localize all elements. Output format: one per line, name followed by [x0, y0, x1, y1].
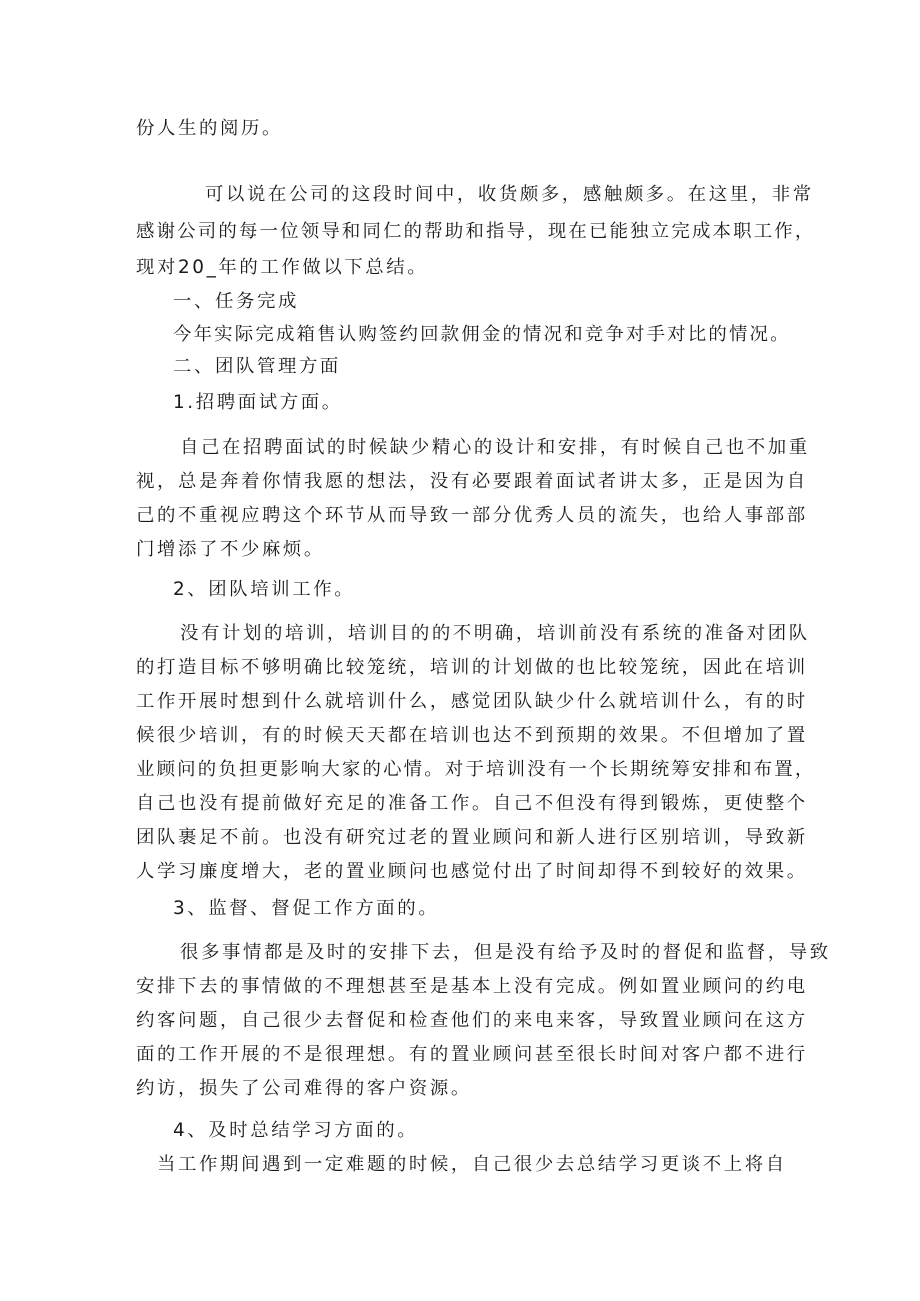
paragraph-line: 候很少培训，有的时候天天都在培训也达不到预期的效果。不但增加了置 [136, 725, 808, 746]
subsection-heading: 1.招聘面试方面。 [173, 392, 343, 413]
section-heading: 一、任务完成 [173, 291, 299, 312]
paragraph-line: 业顾问的负担更影响大家的心情。对于培训没有一个长期统筹安排和布置， [136, 759, 816, 780]
paragraph-line: 的打造目标不够明确比较笼统，培训的计划做的也比较笼统，因此在培训 [136, 657, 808, 678]
paragraph-line: 当工作期间遇到一定难题的时候，自己很少去总结学习更谈不上将自 [157, 1154, 787, 1175]
paragraph-line: 很多事情都是及时的安排下去，但是没有给予及时的督促和监督，导致 [180, 942, 831, 963]
paragraph-line: 约客问题，自己很少去督促和检查他们的来电来客，导致置业顾问在这方 [136, 1010, 808, 1031]
paragraph-line: 现对20_年的工作做以下总结。 [136, 257, 429, 278]
paragraph-line: 人学习廉度增大，老的置业顾问也感觉付出了时间却得不到较好的效果。 [136, 861, 808, 882]
subsection-heading: 3、监督、督促工作方面的。 [173, 898, 440, 919]
paragraph-line: 视，总是奔着你情我愿的想法，没有必要跟着面试者讲太多，正是因为自 [136, 471, 808, 492]
paragraph-line: 安排下去的事情做的不理想甚至是基本上没有完成。例如置业顾问的约电 [136, 976, 808, 997]
paragraph-line: 感谢公司的每一位领导和同仁的帮助和指导，现在已能独立完成本职工作， [136, 221, 816, 242]
paragraph-line: 没有计划的培训，培训目的的不明确，培训前没有系统的准备对团队 [180, 623, 810, 644]
subsection-heading: 2、团队培训工作。 [173, 579, 356, 600]
paragraph-line: 份人生的阅历。 [136, 118, 283, 139]
paragraph-line: 今年实际完成箱售认购签约回款佣金的情况和竞争对手对比的情况。 [173, 324, 791, 345]
paragraph-line: 面的工作开展的不是很理想。有的置业顾问甚至很长时间对客户都不进行 [136, 1044, 808, 1065]
paragraph-line: 可以说在公司的这段时间中，收货颇多，感触颇多。在这里，非常 [205, 184, 814, 205]
paragraph-line: 门增添了不少麻烦。 [136, 539, 325, 560]
paragraph-line: 团队裹足不前。也没有研究过老的置业顾问和新人进行区别培训，导致新 [136, 827, 808, 848]
paragraph-line: 约访，损失了公司难得的客户资源。 [136, 1078, 472, 1099]
section-heading: 二、团队管理方面 [173, 356, 341, 377]
paragraph-line: 己的不重视应聘这个环节从而导致一部分优秀人员的流失，也给人事部部 [136, 505, 808, 526]
paragraph-line: 自己在招聘面试的时候缺少精心的设计和安排，有时候自己也不加重 [180, 437, 810, 458]
subsection-heading: 4、及时总结学习方面的。 [173, 1120, 419, 1141]
paragraph-line: 工作开展时想到什么就培训什么，感觉团队缺少什么就培训什么，有的时 [136, 691, 808, 712]
paragraph-line: 自己也没有提前做好充足的准备工作。自己不但没有得到锻炼，更使整个 [136, 793, 808, 814]
